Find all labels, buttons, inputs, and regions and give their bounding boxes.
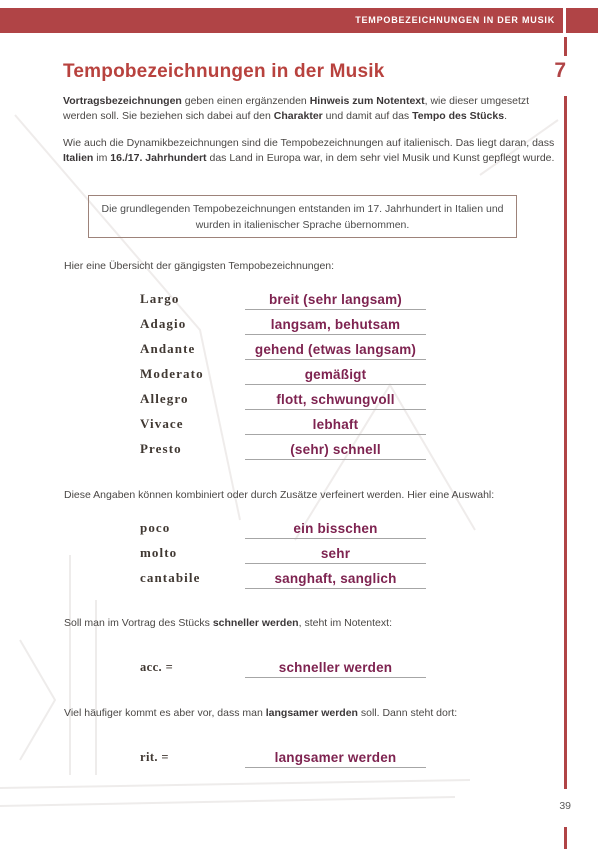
table-row xyxy=(140,360,426,385)
answer-blank xyxy=(245,749,426,768)
right-rail-segment xyxy=(564,827,567,849)
intro-paragraph-2: Wie auch die Dynamikbezeichnungen sind die Tempobezeichnungen auf italienisch. Das liegt daran, dass Italien im 16./17. Jahrhundert das Land in Europa war, in dem sehr viel Musik und Kunst gepflegt wurde. xyxy=(63,137,555,164)
intro-paragraph-1: Vortragsbezeichnungen geben einen ergänzenden Hinweis zum Notentext, wie dieser umgesetzt werden soll. Sie beziehen sich dabei auf den Charakter und damit auf das Tempo des Stücks. xyxy=(63,95,530,122)
right-rail-segment xyxy=(564,96,567,789)
tempo-term: Vivace xyxy=(140,416,184,431)
summary-note-text: Die grundlegenden Tempobezeichnungen entstanden im 17. Jahrhundert in Italien und wurden in italienischer Sprache übernommen. xyxy=(101,203,504,231)
answer-blank xyxy=(245,291,426,310)
header-bar-label: TEMPOBEZEICHNUNGEN IN DER MUSIK xyxy=(355,15,555,25)
tempo-term: Andante xyxy=(140,341,196,356)
table-row xyxy=(140,743,426,768)
answer-blank xyxy=(245,441,426,460)
rit-row xyxy=(140,743,426,768)
answer-blank xyxy=(245,416,426,435)
tempo-term: Presto xyxy=(140,441,182,456)
page-number: 39 xyxy=(559,800,571,812)
table-row xyxy=(140,435,426,460)
answer-blank xyxy=(245,316,426,335)
answer-blank xyxy=(245,570,426,589)
abbreviation-term: rit. = xyxy=(140,750,169,764)
table-row xyxy=(140,410,426,435)
table-row xyxy=(140,310,426,335)
answer-blank xyxy=(245,391,426,410)
answer-text: langsamer werden xyxy=(274,750,397,765)
answer-text: (sehr) schnell xyxy=(290,442,381,457)
answer-text: sehr xyxy=(320,546,351,561)
summary-note-box xyxy=(88,195,517,238)
table-row xyxy=(140,564,426,589)
addition-term: molto xyxy=(140,545,178,560)
tempo-terms-table xyxy=(140,285,426,460)
answer-text: flott, schwungvoll xyxy=(276,392,395,407)
faster-lead: Soll man im Vortrag des Stücks schneller werden, steht im Notentext: xyxy=(64,617,392,629)
table-row xyxy=(140,335,426,360)
answer-blank xyxy=(245,366,426,385)
answer-text: ein bisschen xyxy=(293,521,378,536)
table-row xyxy=(140,385,426,410)
answer-blank xyxy=(245,659,426,678)
table-row xyxy=(140,539,426,564)
tempo-term: Allegro xyxy=(140,391,189,406)
answer-text: schneller werden xyxy=(278,660,393,675)
answer-text: lebhaft xyxy=(312,417,359,432)
additions-table xyxy=(140,514,426,589)
header-bar-divider xyxy=(563,8,566,33)
answer-blank xyxy=(245,520,426,539)
tempo-term: Moderato xyxy=(140,366,204,381)
answer-text: sanghaft, sanglich xyxy=(274,571,397,586)
addition-term: cantabile xyxy=(140,570,201,585)
answer-text: gehend (etwas langsam) xyxy=(254,342,417,357)
answer-text: breit (sehr langsam) xyxy=(268,292,403,307)
slower-lead: Viel häufiger kommt es aber vor, dass man langsamer werden soll. Dann steht dort: xyxy=(64,707,458,719)
overview-lead: Hier eine Übersicht der gängigsten Tempobezeichnungen: xyxy=(64,260,335,272)
right-rail-segment xyxy=(564,37,567,56)
answer-text: langsam, behutsam xyxy=(270,317,401,332)
answer-blank xyxy=(245,341,426,360)
header-bar xyxy=(0,8,598,33)
table-row xyxy=(140,653,426,678)
combine-lead: Diese Angaben können kombiniert oder durch Zusätze verfeinert werden. Hier eine Auswahl: xyxy=(64,489,495,501)
acc-row xyxy=(140,653,426,678)
table-row xyxy=(140,514,426,539)
table-row xyxy=(140,285,426,310)
addition-term: poco xyxy=(140,520,171,535)
abbreviation-term: acc. = xyxy=(140,660,174,674)
tempo-term: Adagio xyxy=(140,316,187,331)
answer-blank xyxy=(245,545,426,564)
page-title: Tempobezeichnungen in der Musik xyxy=(63,61,385,82)
answer-text: gemäßigt xyxy=(304,367,367,382)
chapter-number: 7 xyxy=(554,59,566,82)
tempo-term: Largo xyxy=(140,291,180,306)
